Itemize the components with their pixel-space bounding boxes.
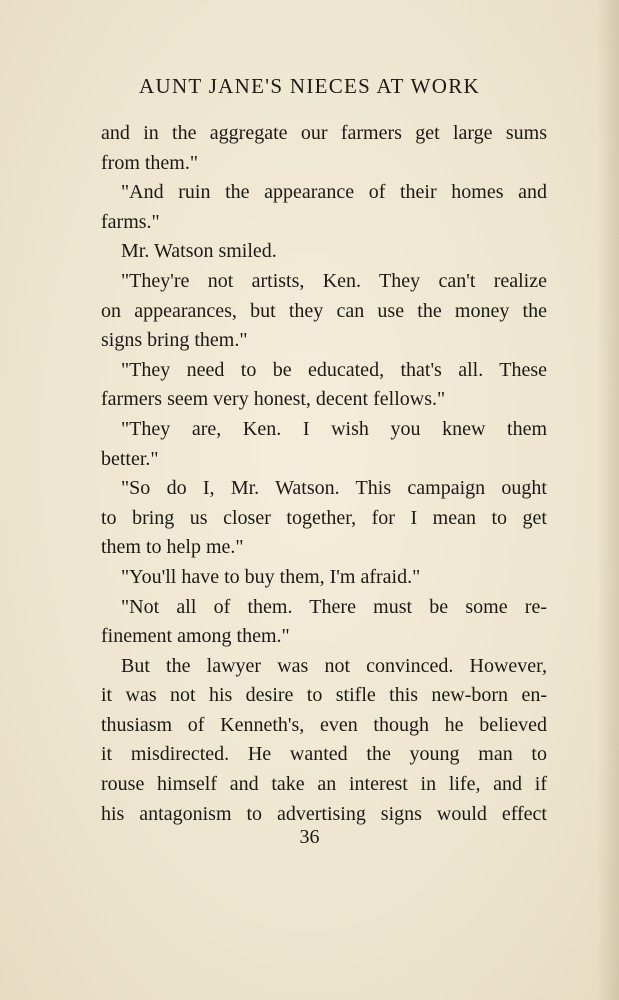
text-line: better." (101, 447, 159, 470)
text-line: rouse himself and take an interest in life, and if (101, 773, 547, 796)
text-line: them to help me." (101, 536, 244, 559)
text-line: his antagonism to advertising signs would effect (101, 802, 547, 825)
text-line: "They need to be educated, that's all. These (121, 358, 547, 381)
text-line: from them." (101, 151, 199, 174)
running-head: AUNT JANE'S NIECES AT WORK (139, 74, 480, 98)
text-line: But the lawyer was not convinced. However, (121, 654, 547, 677)
text-line: "And ruin the appearance of their homes and (121, 181, 547, 204)
text-line: thusiasm of Kenneth's, even though he believed (101, 713, 547, 736)
text-line: "Not all of them. There must be some re- (121, 595, 547, 618)
text-line: "They are, Ken. I wish you knew them (121, 417, 547, 440)
text-line: Mr. Watson smiled. (121, 240, 277, 263)
text-line: "You'll have to buy them, I'm afraid." (121, 565, 421, 588)
text-line: it misdirected. He wanted the young man to (101, 743, 547, 766)
page-number: 36 (299, 826, 320, 848)
text-line: and in the aggregate our farmers get large sums (101, 122, 547, 144)
text-line: finement among them." (101, 625, 290, 648)
text-line: "So do I, Mr. Watson. This campaign ought (121, 477, 547, 500)
text-line: signs bring them." (101, 329, 248, 352)
text-line: on appearances, but they can use the money the (101, 299, 547, 322)
text-line: to bring us closer together, for I mean to get (101, 506, 547, 529)
body-text (101, 119, 547, 829)
text-line: "They're not artists, Ken. They can't realize (121, 269, 547, 292)
text-line: farms." (101, 210, 160, 233)
text-line: it was not his desire to stifle this new-born en- (101, 684, 547, 707)
text-line: farmers seem very honest, decent fellows." (101, 388, 446, 411)
